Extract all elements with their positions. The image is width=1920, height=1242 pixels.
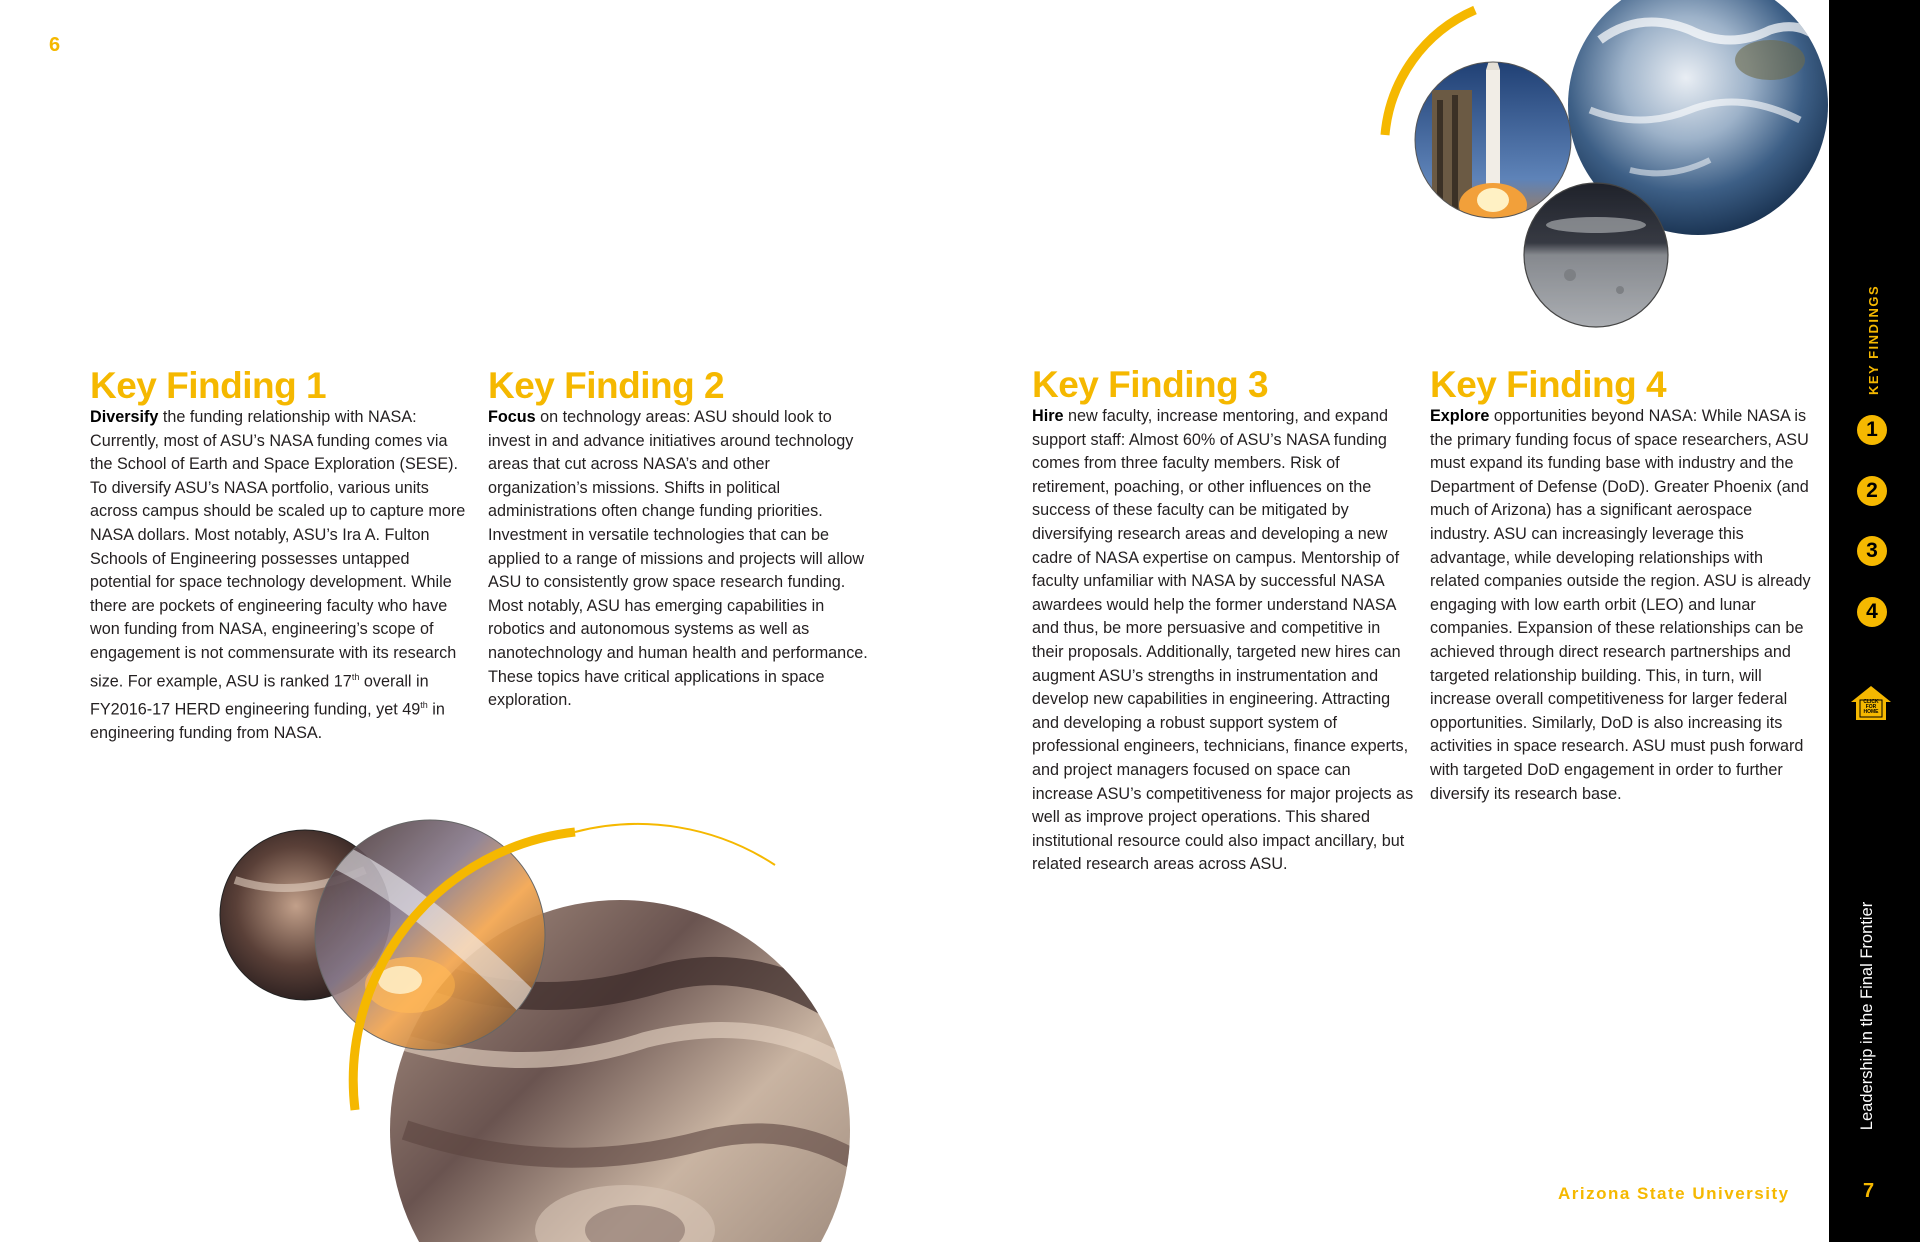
- nav-key-finding-4-button[interactable]: 4: [1857, 597, 1887, 627]
- key-finding-body: Explore opportunities beyond NASA: While NASA is the primary funding focus of space researchers, ASU must expand its funding base with industry and the Department of Defense (DoD). Greater Phoenix (and much of Arizona) has a significant aerospace industry. ASU can increasingly leverage this advantage, while developing relationships with related companies outside the region. ASU is already engaging with low earth orbit (LEO) and lunar companies. Expansion of these relationships can be achieved through direct research partnerships and targeted relationship building. This, in turn, will increase overall competitiveness for larger federal opportunities. Similarly, DoD is also increasing its activities in space research. ASU must push forward with targeted DoD engagement in order to further diversify its research base.: [1430, 407, 1811, 803]
- key-finding-1: [90, 366, 470, 745]
- home-button[interactable]: [1849, 683, 1893, 723]
- nav-key-finding-2-button[interactable]: 2: [1857, 476, 1887, 506]
- key-finding-body: Hire new faculty, increase mentoring, and expand support staff: Almost 60% of ASU’s NASA funding comes from three faculty members. Risk of retirement, poaching, or other influences on the success of these faculty can be mitigated by diversifying research areas and developing a new cadre of NASA expertise on campus. Mentorship of faculty unfamiliar with NASA by successful NASA awardees would help the former understand NASA and thus, be more persuasive and competitive in their proposals. Additionally, targeted new hires can augment ASU’s strengths in instrumentation and develop new capabilities in engineering. Attracting and developing a robust support system of professional engineers, technicians, finance experts, and project managers focused on space can increase ASU’s competitiveness for major projects as well as improve project operations. This shared institutional resource could also impact ancillary, but related research areas across ASU.: [1032, 407, 1414, 874]
- key-finding-title: Key Finding 1: [90, 365, 327, 406]
- key-finding-body: Diversify the funding relationship with NASA: Currently, most of ASU’s NASA funding comes via the School of Earth and Space Exploration (SESE). To diversify ASU’s NASA portfolio, various units across campus should be scaled up to capture more NASA dollars. Most notably, ASU’s Ira A. Fulton Schools of Engineering possesses untapped potential for space technology development. While there are pockets of engineering faculty who have won funding from NASA, engineering’s scope of engagement is not commensurate with its research size. For example, ASU is ranked 17th overall in FY2016-17 HERD engineering funding, yet 49th in engineering funding from NASA.: [90, 408, 466, 742]
- key-finding-lead: Focus: [488, 408, 536, 426]
- sidebar-section-title: KEY FINDINGS: [1866, 284, 1881, 395]
- page-number-right: 7: [1863, 1180, 1875, 1202]
- key-finding-lead: Hire: [1032, 407, 1064, 425]
- key-finding-body: Focus on technology areas: ASU should look to invest in and advance initiatives around technology areas that cut across NASA’s and other organization’s missions. Shifts in political administrations often change funding priorities. Investment in versatile technologies that can be applied to a range of missions and projects will allow ASU to consistently grow space research funding. Most notably, ASU has emerging capabilities in robotics and autonomous systems as well as nanotechnology and human health and performance. These topics have critical applications in space exploration.: [488, 408, 868, 710]
- nav-key-finding-3-button[interactable]: 3: [1857, 536, 1887, 566]
- jupiter-image-cluster: [195, 810, 895, 1242]
- home-label: CLICK FOR HOME: [1863, 699, 1879, 715]
- university-name: Arizona State University: [1558, 1184, 1790, 1203]
- key-finding-2: [488, 366, 873, 713]
- space-image-cluster-top: [1300, 0, 1830, 340]
- nav-key-finding-1-button[interactable]: 1: [1857, 415, 1887, 445]
- key-finding-3: [1032, 365, 1414, 877]
- key-finding-title: Key Finding 3: [1032, 364, 1269, 405]
- key-finding-4: [1430, 365, 1815, 806]
- key-finding-title: Key Finding 4: [1430, 364, 1667, 405]
- key-finding-lead: Diversify: [90, 408, 159, 426]
- key-finding-lead: Explore: [1430, 407, 1490, 425]
- key-finding-title: Key Finding 2: [488, 365, 725, 406]
- publication-title: Leadership in the Final Frontier: [1858, 901, 1876, 1131]
- page-number-left: 6: [49, 34, 61, 56]
